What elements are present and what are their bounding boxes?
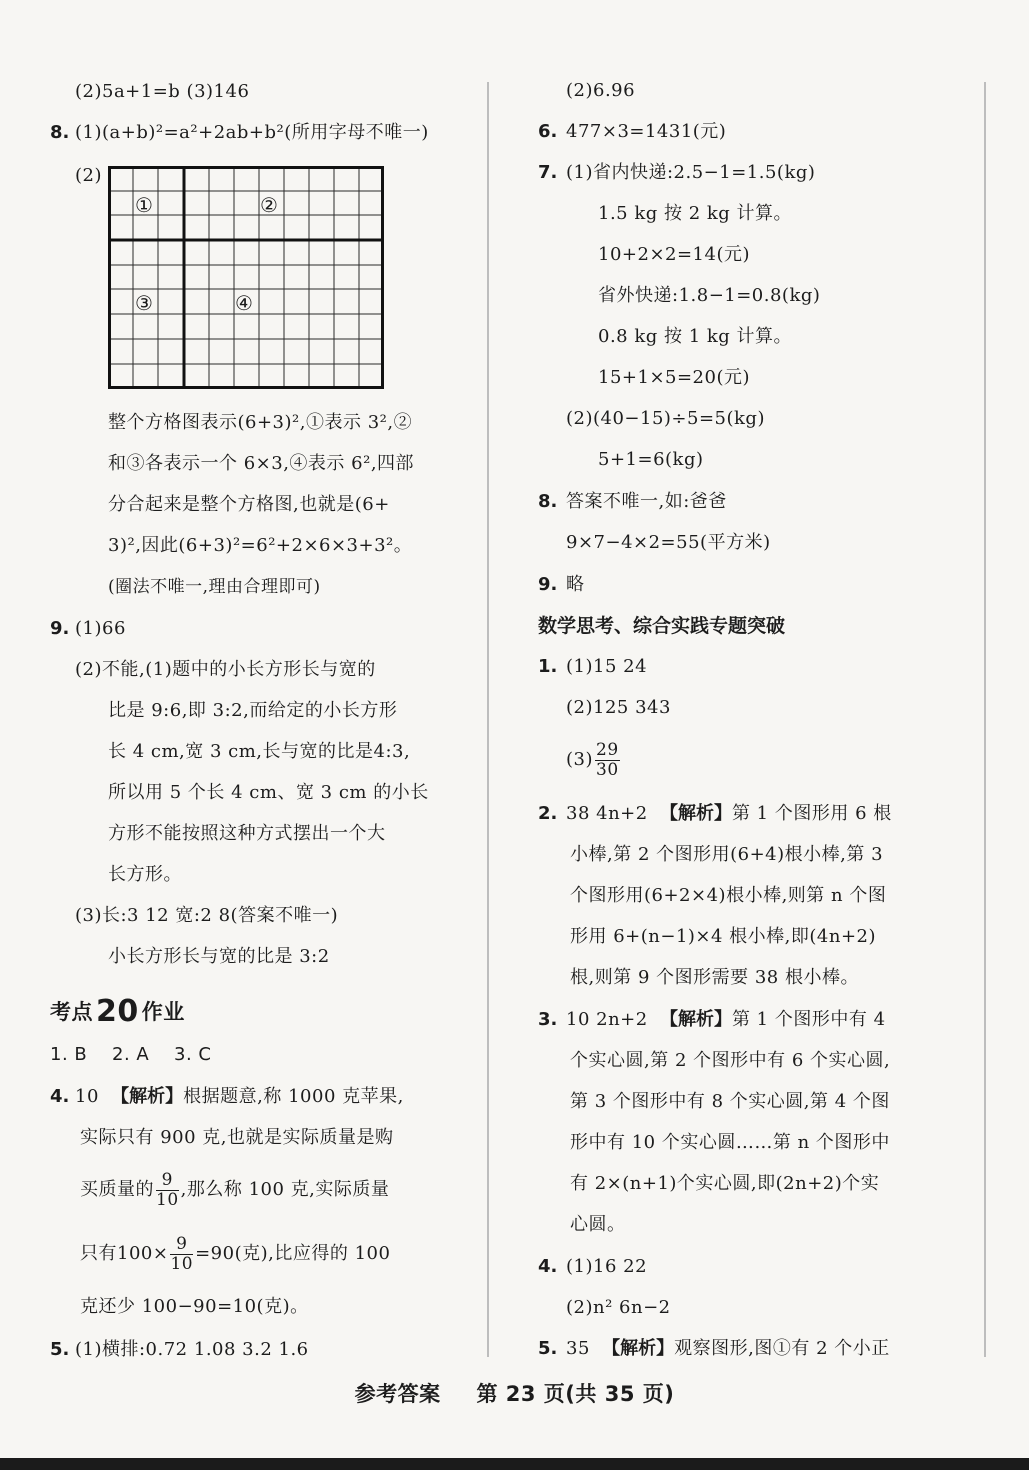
fraction-denominator: 30	[596, 759, 619, 780]
p4-line: (1)16 22	[566, 1256, 648, 1277]
q4-line	[80, 1232, 390, 1276]
q9-part3: (3)长:3 12 宽:2 8(答案不唯一)	[75, 905, 339, 926]
analysis-tag: 【解析】	[602, 1338, 675, 1359]
q8-number: 8.	[538, 491, 558, 512]
q7-line: 15+1×5=20(元)	[598, 367, 751, 388]
fraction-29-30	[595, 741, 620, 780]
q7-line: 0.8 kg 按 1 kg 计算。	[598, 326, 793, 347]
mc-answer-2: 2. A	[112, 1044, 150, 1065]
p5-answer: 35	[566, 1338, 590, 1359]
q6-answer: 477×3=1431(元)	[566, 121, 727, 142]
q4-text: =90(克),比应得的 100	[195, 1243, 391, 1264]
column-divider	[487, 82, 489, 1357]
p2-line: 个图形用(6+2×4)根小棒,则第 n 个图	[570, 885, 887, 906]
q9-part2: 长方形。	[108, 864, 182, 885]
analysis-tag: 【解析】	[659, 1009, 732, 1030]
q8-line: 9×7−4×2=55(平方米)	[566, 532, 771, 553]
q4-line	[80, 1168, 389, 1212]
q6-number: 6.	[538, 121, 558, 142]
explanation-line: 和③各表示一个 6×3,④表示 6²,四部	[108, 453, 415, 474]
q9-part2: (2)不能,(1)题中的小长方形长与宽的	[75, 659, 376, 680]
answer-line: (2)6.96	[566, 80, 636, 101]
p3-text: 第 1 个图形中有 4	[731, 1009, 886, 1030]
p5-number: 5.	[538, 1338, 558, 1359]
p3-line	[566, 1009, 886, 1031]
q9-number: 9.	[50, 618, 70, 639]
q7-line: (1)省内快递:2.5−1=1.5(kg)	[566, 162, 816, 183]
q9-part2: 方形不能按照这种方式摆出一个大	[108, 823, 386, 844]
p3-line: 个实心圆,第 2 个图形中有 6 个实心圆,	[570, 1050, 891, 1071]
p4-line: (2)n² 6n−2	[566, 1297, 671, 1318]
section-title: 数学思考、综合实践专题突破	[538, 615, 786, 637]
answer-line: (2)5a+1=b (3)146	[75, 81, 250, 102]
p1-number: 1.	[538, 656, 558, 677]
q4-text: ,那么称 100 克,实际质量	[180, 1179, 390, 1200]
fraction-numerator: 29	[596, 739, 619, 760]
p3-line: 第 3 个图形中有 8 个实心圆,第 4 个图	[570, 1091, 890, 1112]
footer-label: 参考答案	[354, 1382, 441, 1406]
p1-label: (3)	[566, 749, 593, 770]
grid-label-1: ①	[135, 193, 154, 217]
q8-part1: (1)(a+b)²=a²+2ab+b²(所用字母不唯一)	[75, 122, 429, 143]
p3-answer: 10 2n+2	[566, 1009, 648, 1030]
right-margin-rule	[984, 82, 986, 1357]
p2-line	[566, 803, 892, 825]
fraction-denominator: 10	[170, 1253, 194, 1274]
q7-line: 1.5 kg 按 2 kg 计算。	[598, 203, 793, 224]
q4-text: 根据题意,称 1000 克苹果,	[183, 1086, 404, 1107]
q9-part3: 小长方形长与宽的比是 3:2	[108, 946, 330, 967]
explanation-line: 整个方格图表示(6+3)²,①表示 3²,②	[108, 412, 413, 433]
section-heading-kaodian	[50, 995, 185, 1029]
q8-line: 答案不唯一,如:爸爸	[566, 491, 727, 512]
section-prefix: 考点	[50, 1000, 93, 1024]
analysis-tag: 【解析】	[111, 1086, 184, 1107]
p2-line: 小棒,第 2 个图形用(6+4)根小棒,第 3	[570, 844, 884, 865]
q8-part2-label: (2)	[75, 165, 102, 186]
q7-line: 省外快递:1.8−1=0.8(kg)	[598, 285, 821, 306]
q4-text: 只有100×	[80, 1243, 169, 1264]
q9-part2: 所以用 5 个长 4 cm、宽 3 cm 的小长	[108, 782, 429, 803]
p2-line: 形用 6+(n−1)×4 根小棒,即(4n+2)	[570, 926, 877, 947]
q4-number: 4.	[50, 1086, 70, 1107]
explanation-line: 分合起来是整个方格图,也就是(6+	[108, 494, 390, 515]
bottom-scan-edge	[0, 1458, 1029, 1470]
fraction-numerator: 9	[156, 1171, 179, 1191]
q7-line: 10+2×2=14(元)	[598, 244, 751, 265]
q4-line: 克还少 100−90=10(克)。	[80, 1296, 309, 1317]
p1-line: (1)15 24	[566, 656, 648, 677]
p3-number: 3.	[538, 1009, 558, 1030]
footer-page-number: 第 23 页(共 35 页)	[476, 1382, 675, 1406]
p1-line: (2)125 343	[566, 697, 671, 718]
section-number: 20	[96, 994, 139, 1029]
p5-line	[566, 1338, 890, 1360]
fraction-9-10	[170, 1235, 193, 1274]
q4-answer: 10	[75, 1086, 99, 1107]
p3-line: 有 2×(n+1)个实心圆,即(2n+2)个实	[570, 1173, 880, 1194]
q4-line: 实际只有 900 克,也就是实际质量是购	[80, 1127, 394, 1148]
p3-line: 心圆。	[570, 1214, 626, 1235]
fraction-9-10	[156, 1171, 179, 1210]
q4-line	[75, 1086, 404, 1108]
q9-part1: (1)66	[75, 618, 126, 639]
q5-number: 5.	[50, 1339, 70, 1360]
q8-number: 8.	[50, 122, 70, 143]
q7-line: 5+1=6(kg)	[598, 449, 704, 470]
p2-line: 根,则第 9 个图形需要 38 根小棒。	[570, 967, 859, 988]
mc-answer-1: 1. B	[50, 1044, 88, 1065]
p2-text: 第 1 个图形用 6 根	[731, 803, 892, 824]
grid-label-4: ④	[235, 291, 254, 315]
page-footer	[0, 1378, 1029, 1408]
q9-part2: 长 4 cm,宽 3 cm,长与宽的比是4:3,	[108, 741, 411, 762]
p2-answer: 38 4n+2	[566, 803, 648, 824]
p5-text: 观察图形,图①有 2 个小正	[674, 1338, 890, 1359]
q7-number: 7.	[538, 162, 558, 183]
grid-label-3: ③	[135, 291, 154, 315]
p4-number: 4.	[538, 1256, 558, 1277]
fraction-denominator: 10	[156, 1189, 179, 1210]
q5-part1: (1)横排:0.72 1.08 3.2 1.6	[75, 1339, 309, 1360]
q9-part2: 比是 9:6,即 3:2,而给定的小长方形	[108, 700, 398, 721]
q9-answer: 略	[566, 574, 585, 595]
grid-label-2: ②	[260, 193, 279, 217]
mc-answer-3: 3. C	[174, 1044, 212, 1065]
q4-text: 买质量的	[80, 1179, 154, 1200]
q9-number: 9.	[538, 574, 558, 595]
analysis-tag: 【解析】	[659, 803, 732, 824]
explanation-note: (圈法不唯一,理由合理即可)	[108, 577, 321, 597]
section-suffix: 作业	[141, 1000, 185, 1024]
p3-line: 形中有 10 个实心圆……第 n 个图形中	[570, 1132, 890, 1153]
q7-line: (2)(40−15)÷5=5(kg)	[566, 408, 765, 429]
p1-line	[566, 738, 622, 782]
explanation-line: 3)²,因此(6+3)²=6²+2×6×3+3²。	[108, 535, 413, 556]
fraction-numerator: 9	[170, 1235, 193, 1255]
p2-number: 2.	[538, 803, 558, 824]
